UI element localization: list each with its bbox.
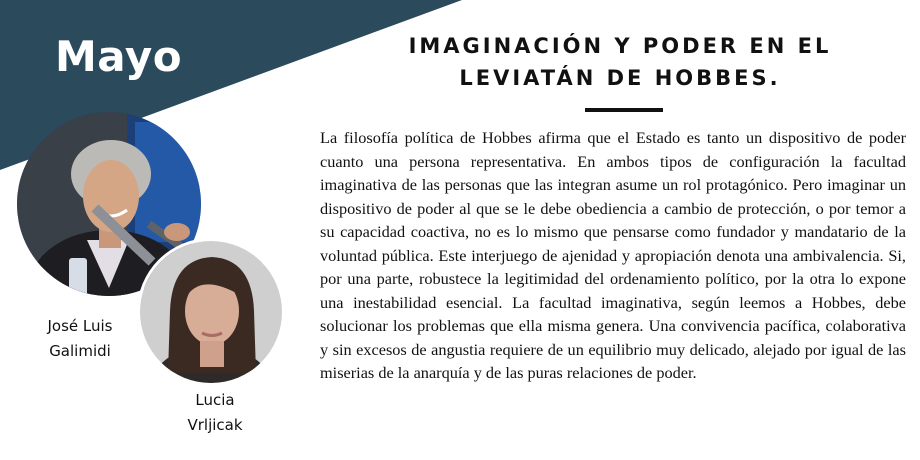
month-label: Mayo xyxy=(55,32,183,81)
speaker-2-name xyxy=(176,388,254,438)
speaker-1-last-name: Galimidi xyxy=(49,342,111,360)
speaker-2-last-name: Vrljicak xyxy=(187,416,243,434)
speaker-2-photo xyxy=(140,241,282,383)
talk-title-line-2: LEVIATÁN DE HOBBES. xyxy=(459,66,781,90)
abstract-text: La filosofía política de Hobbes afirma que el Estado es tanto un dispositivo de poder cuanto una persona representativa. En ambos tipos de configuración la facultad imaginativa de las personas que las integran asume un rol protagónico. Pero imaginar un dispositivo de poder al que se le debe obediencia a cambio de protección, o por temor a su capacidad coactiva, no es lo mismo que pensarse como fundador y mandatario de la voluntad pública. Este interjuego de ajenidad y apropiación denota una ambivalencia. Si, por una parte, robustece la legitimidad del ordenamiento político, por la otra lo expone una inestabilidad esencial. La facultad imaginativa, según leemos a Hobbes, debe solucionar los problemas que ella misma genera. Una convivencia pacífica, colaborativa y sin excesos de angustia requiere de un equilibrio muy delicado, alejado por igual de las miserias de la anarquía y de las puras relaciones de poder. xyxy=(320,128,906,382)
speaker-1-first-name: José Luis xyxy=(47,317,113,335)
speaker-2-first-name: Lucia xyxy=(195,391,235,409)
title-divider xyxy=(585,108,663,112)
speaker-1-name xyxy=(28,314,132,364)
talk-title xyxy=(360,30,880,94)
talk-title-line-1: IMAGINACIÓN Y PODER EN EL xyxy=(408,34,832,58)
